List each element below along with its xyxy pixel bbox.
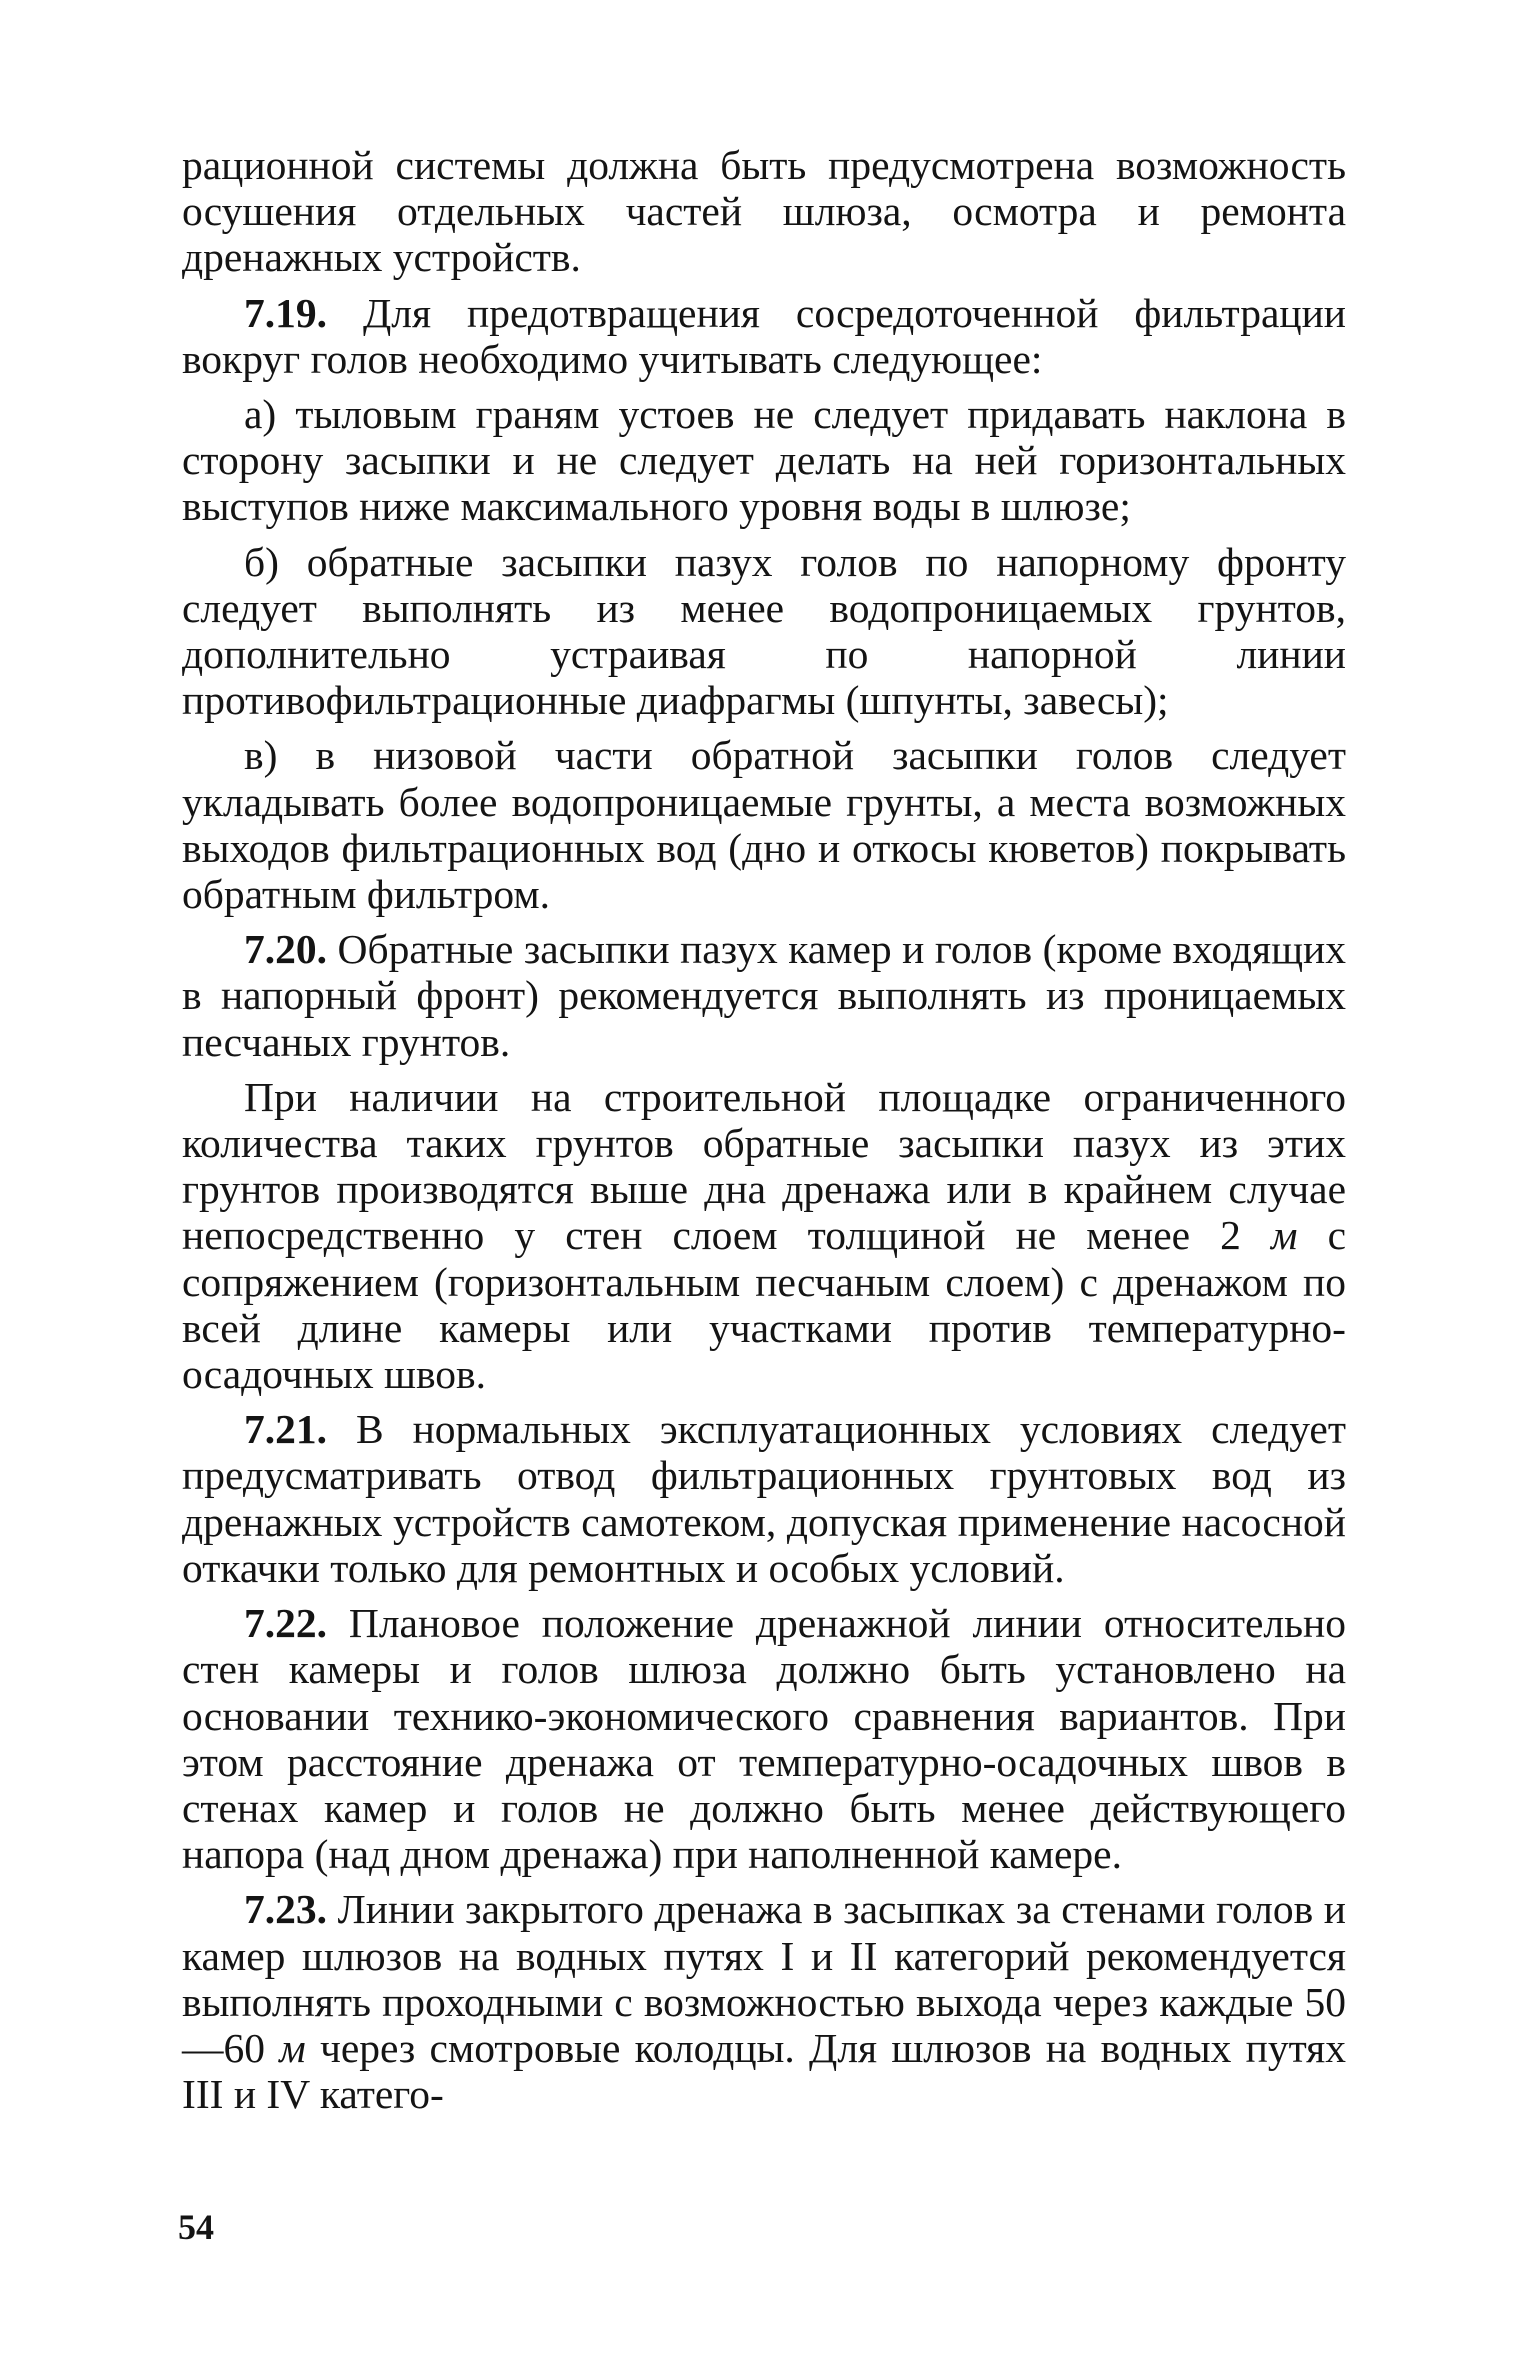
paragraph-text: Линии закрытого дренажа в засыпках за стенами голов и камер шлюзов на водных путях I и II категорий рекомендуется выполнять проходными с возможностью выхода через каждые 50—60 [182,1886,1346,2071]
unit-label: м [279,2024,306,2071]
paragraph-text: рационной системы должна быть предусмотрена возможность осушения отдельных частей шлюза, осмотра и ремонта дренажных устройств. [182,142,1346,281]
list-item-b [182,539,1346,724]
section-7-20 [182,926,1346,1065]
paragraph-text: При наличии на строительной площадке ограниченного количества таких грунтов обратные засыпки пазух из этих грунтов производятся выше дна дренажа или в крайнем случае непосредственно у стен слоем толщиной не менее 2 [182,1073,1346,1259]
page-number: 54 [178,2207,214,2247]
section-number: 7.21. [244,1406,327,1453]
list-item-text: а) тыловым граням устоев не следует придавать наклона в сторону засыпки и не следует делать на ней горизонтальных выступов ниже максимального уровня воды в шлюзе; [182,391,1346,530]
section-7-21 [182,1406,1346,1591]
list-item-text: в) в низовой части обратной засыпки голов следует укладывать более водопроницаемые грунты, а места возможных выходов фильтрационных вод (дно и откосы кюветов) покрывать обратным фильтром. [182,732,1346,918]
paragraph-text: Для предотвращения сосредоточенной фильтрации вокруг голов необходимо учитывать следующее: [182,289,1346,382]
section-number: 7.20. [244,926,327,973]
unit-label: м [1270,1212,1298,1259]
section-number: 7.23. [244,1886,327,1933]
paragraph-text: Обратные засыпки пазух камер и голов (кроме входящих в напорный фронт) рекомендуется выполнять из проницаемых песчаных грунтов. [182,926,1346,1065]
paragraph-text: с сопряжением (горизонтальным песчаным слоем) с дренажом по всей длине камеры или участками против температурно-осадочных швов. [182,1212,1346,1398]
paragraph-continuation [182,142,1346,281]
section-number: 7.22. [244,1600,327,1647]
list-item-v [182,732,1346,917]
paragraph-text: через смотровые колодцы. Для шлюзов на водных путях III и IV катего- [182,2024,1347,2118]
section-7-23 [182,1886,1346,2117]
section-7-19 [182,290,1346,382]
paragraph-text: В нормальных эксплуатационных условиях следует предусматривать отвод фильтрационных грунтовых вод из дренажных устройств самотеком, допуская применение насосной откачки только для ремонтных и особых условий. [182,1406,1346,1591]
paragraph-gravel-backfill [182,1074,1346,1397]
section-number: 7.19. [244,289,327,336]
document-page [182,142,1346,2126]
paragraph-text: Плановое положение дренажной линии относительно стен камеры и голов шлюза должно быть установлено на основании технико-экономического сравнения вариантов. При этом расстояние дренажа от температурно-осадочных швов в стенах камер и голов не должно быть менее действующего напора (над дном дренажа) при наполненной камере. [182,1600,1346,1878]
list-item-text: б) обратные засыпки пазух голов по напорному фронту следует выполнять из менее водопроницаемых грунтов, дополнительно устраивая по напорной линии противофильтрационные диафрагмы (шпунты, завесы); [182,538,1346,724]
list-item-a [182,391,1346,530]
section-7-22 [182,1600,1346,1877]
